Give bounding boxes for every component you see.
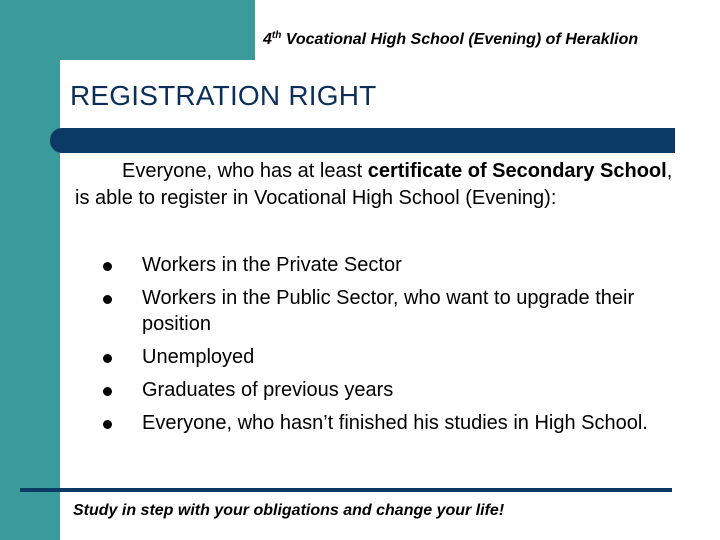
- footer-divider: [20, 488, 672, 492]
- bullet-icon: [103, 262, 112, 271]
- bullet-icon: [103, 354, 112, 363]
- school-header: [263, 30, 638, 49]
- header-ordinal-suffix: th: [271, 30, 282, 41]
- list-item: [0, 285, 682, 337]
- header-school-name: Vocational High School (Evening) of Heraklion: [281, 31, 639, 48]
- top-accent-block: [0, 0, 255, 60]
- list-item-text: Everyone, who hasn’t finished his studies in High School.: [142, 412, 648, 434]
- intro-paragraph: [75, 158, 675, 212]
- bullet-icon: [103, 420, 112, 429]
- intro-text-part2: , is able to register in Vocational High School (Evening):: [75, 160, 673, 209]
- title-underline-bar: [50, 128, 675, 153]
- bullet-icon: [103, 295, 112, 304]
- eligibility-list: [0, 252, 682, 443]
- header-ordinal: 4: [263, 31, 272, 48]
- bullet-icon: [103, 387, 112, 396]
- list-item: [0, 344, 682, 370]
- list-item-text: Workers in the Private Sector: [142, 254, 402, 276]
- list-item-text: Workers in the Public Sector, who want to upgrade their position: [142, 287, 635, 335]
- intro-text-bold: certificate of Secondary School: [367, 160, 667, 182]
- list-item: [0, 410, 682, 436]
- list-item-text: Graduates of previous years: [142, 379, 394, 401]
- list-item: [0, 252, 682, 278]
- footer-slogan: Study in step with your obligations and change your life!: [73, 502, 505, 519]
- list-item: [0, 377, 682, 403]
- page-title: REGISTRATION RIGHT: [70, 80, 377, 111]
- list-item-text: Unemployed: [142, 346, 255, 368]
- intro-text-part1: Everyone, who has at least: [122, 160, 368, 182]
